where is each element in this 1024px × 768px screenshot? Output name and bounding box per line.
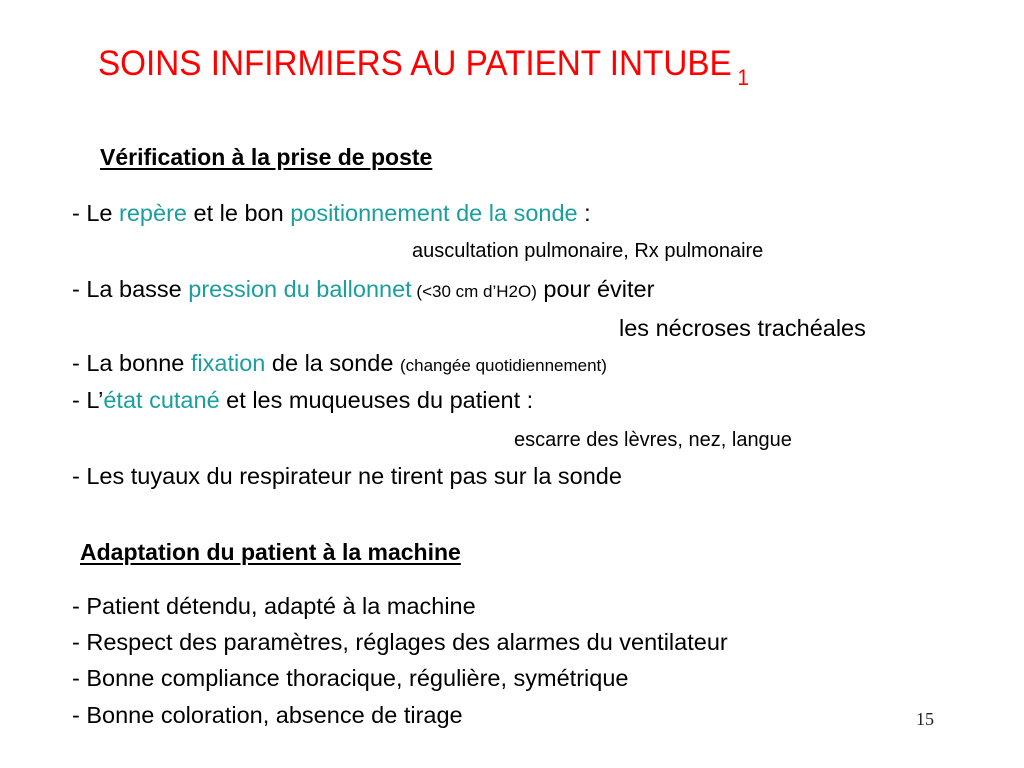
highlight-text: pression du ballonnet (188, 276, 412, 302)
page-number: 15 (916, 709, 934, 729)
slide-title-number: 1 (737, 65, 750, 90)
highlight-text: repère (119, 200, 187, 226)
highlight-text: positionnement de la sonde (290, 200, 578, 226)
list-item-coloration: - Bonne coloration, absence de tirage (72, 702, 463, 728)
item-small-text: (changée quotidiennement) (399, 356, 607, 375)
list-item-repere (72, 198, 591, 228)
list-item-note-escarre: escarre des lèvres, nez, langue (514, 429, 792, 451)
list-item-patient-detendu: - Patient détendu, adapté à la machine (72, 593, 476, 619)
list-item-ballonnet (72, 274, 654, 307)
list-item-continuation-necroses: les nécroses trachéales (619, 315, 866, 341)
item-text: - Le (72, 200, 120, 226)
list-item-respect-parametres: - Respect des paramètres, réglages des alarmes du ventilateur (72, 629, 728, 655)
item-text: - L’ (72, 387, 104, 413)
slide-title-text: SOINS INFIRMIERS AU PATIENT INTUBE (98, 44, 732, 83)
section-heading-verification: Vérification à la prise de poste (100, 144, 433, 170)
item-text: pour éviter (536, 276, 655, 302)
list-item-compliance: - Bonne compliance thoracique, régulière, symétrique (72, 665, 629, 691)
list-item-fixation (72, 348, 607, 381)
item-text: - La bonne (72, 350, 191, 376)
item-text: : (577, 200, 591, 226)
list-item-tuyaux: - Les tuyaux du respirateur ne tirent pas sur la sonde (72, 463, 622, 489)
item-small-text: (<30 cm d’H2O) (411, 282, 537, 301)
list-item-note-auscultation: auscultation pulmonaire, Rx pulmonaire (412, 240, 764, 262)
section-heading-adaptation: Adaptation du patient à la machine (80, 539, 461, 565)
item-text: - La basse (72, 276, 189, 302)
item-text: et le bon (186, 200, 291, 226)
item-text: et les muqueuses du patient : (219, 387, 534, 413)
slide-title (98, 42, 749, 90)
highlight-text: fixation (190, 350, 266, 376)
item-text: de la sonde (265, 350, 400, 376)
highlight-text: état cutané (103, 387, 220, 413)
list-item-etat-cutane (72, 385, 533, 415)
